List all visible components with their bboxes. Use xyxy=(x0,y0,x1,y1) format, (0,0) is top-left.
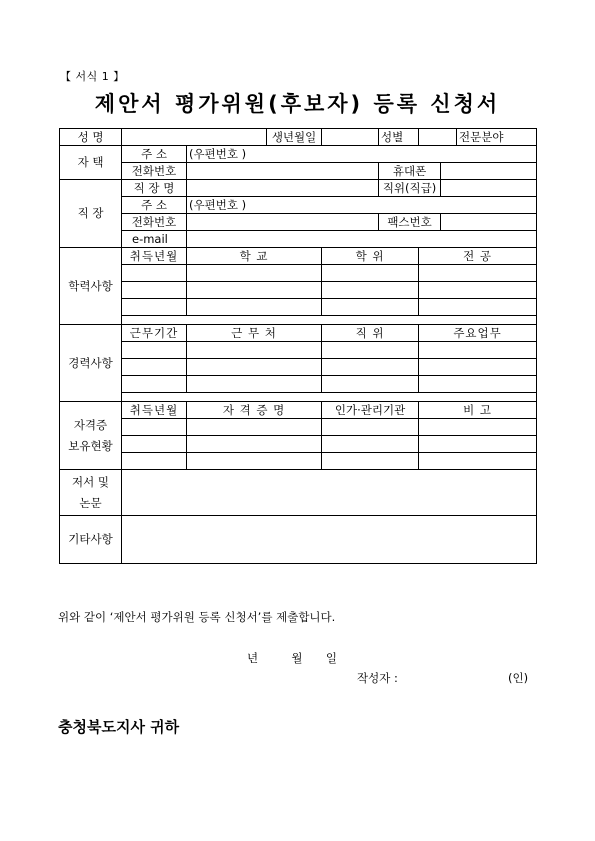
education-section-label: 학력사항 xyxy=(60,248,122,325)
table-cell[interactable] xyxy=(187,299,322,316)
fax-label: 팩스번호 xyxy=(379,214,441,231)
recipient: 충청북도지사 귀하 xyxy=(58,718,180,736)
table-cell[interactable] xyxy=(122,359,187,376)
career-section-label: 경력사항 xyxy=(60,325,122,402)
publications-label xyxy=(60,470,122,516)
table-cell[interactable] xyxy=(419,376,537,393)
table-cell[interactable] xyxy=(419,419,537,436)
education-header-school: 학 교 xyxy=(187,248,322,265)
table-cell[interactable] xyxy=(419,282,537,299)
career-header-period: 근무기간 xyxy=(122,325,187,342)
table-cell[interactable] xyxy=(322,453,419,470)
table-cell[interactable] xyxy=(122,299,187,316)
education-header-date: 취득년월 xyxy=(122,248,187,265)
table-cell[interactable] xyxy=(419,359,537,376)
workplace-input-cell[interactable] xyxy=(187,180,379,197)
table-cell[interactable] xyxy=(322,265,419,282)
gender-label: 성별 xyxy=(379,129,419,146)
fax-input-cell[interactable] xyxy=(441,214,537,231)
table-cell[interactable] xyxy=(419,436,537,453)
table-cell[interactable] xyxy=(187,265,322,282)
table-cell[interactable] xyxy=(419,453,537,470)
home-phone-label: 전화번호 xyxy=(122,163,187,180)
table-cell[interactable] xyxy=(122,342,187,359)
table-cell[interactable] xyxy=(419,265,537,282)
table-spacer-row xyxy=(122,393,537,402)
table-cell[interactable] xyxy=(322,299,419,316)
table-cell[interactable] xyxy=(187,376,322,393)
mobile-input-cell[interactable] xyxy=(441,163,537,180)
declaration-text: 위와 같이 ‘제안서 평가위원 등록 신청서’를 제출합니다. xyxy=(58,610,336,624)
education-header-major: 전 공 xyxy=(419,248,537,265)
publications-input-cell[interactable] xyxy=(122,470,537,516)
gender-input-cell[interactable] xyxy=(419,129,457,146)
table-cell[interactable] xyxy=(187,342,322,359)
table-cell[interactable] xyxy=(322,282,419,299)
table-cell[interactable] xyxy=(419,299,537,316)
table-cell[interactable] xyxy=(187,436,322,453)
table-cell[interactable] xyxy=(187,453,322,470)
table-cell[interactable] xyxy=(122,453,187,470)
license-header-name: 자 격 증 명 xyxy=(187,402,322,419)
table-cell[interactable] xyxy=(322,376,419,393)
table-cell[interactable] xyxy=(122,282,187,299)
email-input-cell[interactable] xyxy=(187,231,537,248)
work-address-label: 주 소 xyxy=(122,197,187,214)
home-phone-input-cell[interactable] xyxy=(187,163,379,180)
form-number-label: 【 서식 1 】 xyxy=(60,70,125,83)
name-label: 성 명 xyxy=(60,129,122,146)
workplace-label: 직 장 명 xyxy=(122,180,187,197)
license-header-date: 취득년월 xyxy=(122,402,187,419)
writer-label: 작성자 : xyxy=(357,671,398,685)
document-title: 제안서 평가위원(후보자) 등록 신청서 xyxy=(94,92,501,116)
publications-line2: 논문 xyxy=(79,495,102,510)
date-line xyxy=(247,650,337,666)
table-cell[interactable] xyxy=(322,436,419,453)
work-address-input-cell[interactable]: (우편번호 ) xyxy=(187,197,537,214)
table-cell[interactable] xyxy=(322,359,419,376)
table-cell[interactable] xyxy=(322,342,419,359)
table-cell[interactable] xyxy=(187,359,322,376)
date-month: 월 xyxy=(291,651,303,665)
education-header-degree: 학 위 xyxy=(322,248,419,265)
license-header-remarks: 비 고 xyxy=(419,402,537,419)
position-input-cell[interactable] xyxy=(441,180,537,197)
table-cell[interactable] xyxy=(187,282,322,299)
career-header-employer: 근 무 처 xyxy=(187,325,322,342)
position-label: 직위(직급) xyxy=(379,180,441,197)
license-section-label xyxy=(60,402,122,470)
license-section-line2: 보유현황 xyxy=(68,438,113,453)
work-section-label: 직 장 xyxy=(60,180,122,248)
date-year: 년 xyxy=(247,651,259,665)
home-address-input-cell[interactable]: (우편번호 ) xyxy=(187,146,537,163)
license-section-line1: 자격증 xyxy=(73,417,108,432)
table-cell[interactable] xyxy=(122,419,187,436)
license-header-authority: 인가·관리기관 xyxy=(322,402,419,419)
publications-line1: 저서 및 xyxy=(72,474,109,489)
career-header-duties: 주요업무 xyxy=(419,325,537,342)
birthdate-label: 생년월일 xyxy=(267,129,322,146)
other-label: 기타사항 xyxy=(60,516,122,564)
table-cell[interactable] xyxy=(122,376,187,393)
email-label: e-mail xyxy=(122,231,187,248)
mobile-label: 휴대폰 xyxy=(379,163,441,180)
table-cell[interactable] xyxy=(122,265,187,282)
table-spacer-row xyxy=(122,316,537,325)
work-phone-label: 전화번호 xyxy=(122,214,187,231)
date-day: 일 xyxy=(325,651,337,665)
registration-form-table xyxy=(59,128,537,564)
home-section-label: 자 택 xyxy=(60,146,122,180)
birthdate-input-cell[interactable] xyxy=(322,129,379,146)
table-cell[interactable] xyxy=(322,419,419,436)
table-cell[interactable] xyxy=(122,436,187,453)
home-address-label: 주 소 xyxy=(122,146,187,163)
table-cell[interactable] xyxy=(187,419,322,436)
other-input-cell[interactable] xyxy=(122,516,537,564)
specialty-label: 전문분야 xyxy=(457,129,537,146)
table-cell[interactable] xyxy=(419,342,537,359)
seal-mark: (인) xyxy=(508,671,529,685)
work-phone-input-cell[interactable] xyxy=(187,214,379,231)
career-header-position: 직 위 xyxy=(322,325,419,342)
name-input-cell[interactable] xyxy=(122,129,267,146)
